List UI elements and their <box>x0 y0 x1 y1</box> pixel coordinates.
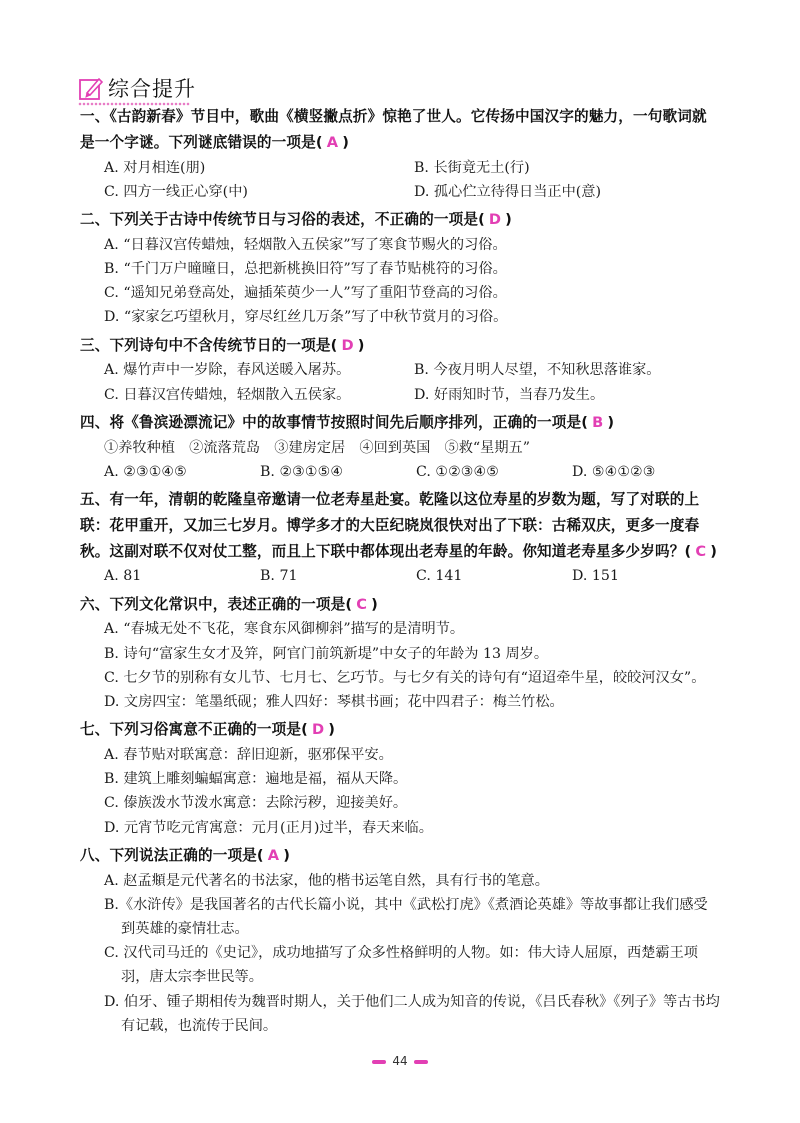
option-d: D. 文房四宝：笔墨纸砚；雅人四好：琴棋书画；花中四君子：梅兰竹松。 <box>104 694 564 711</box>
question-stem: 八、下列说法正确的一项是( A ) <box>80 846 291 864</box>
section-title: 综合提升 <box>108 77 196 101</box>
option-d: D. 151 <box>572 568 619 585</box>
option-d: D. 好雨知时节，当春乃发生。 <box>414 386 605 403</box>
option-a: A. “春城无处不飞花，寒食东风御柳斜”描写的是清明节。 <box>104 621 465 638</box>
option-c: C. “遥知兄弟登高处，遍插茱萸少一人”写了重阳节登高的习俗。 <box>104 285 507 302</box>
option-a: A. 对月相连(朋) <box>104 159 206 176</box>
option-d: D. “家家乞巧望秋月，穿尽红丝几万条”写了中秋节赏月的习俗。 <box>104 309 508 326</box>
option-d: D. 孤心伫立待得日当正中(意) <box>414 183 602 200</box>
option-a: A. 赵孟頫是元代著名的书法家，他的楷书运笔自然，具有行书的笔意。 <box>104 872 549 889</box>
options <box>80 743 720 840</box>
option-b: B. ②③①⑤④ <box>260 463 344 480</box>
answer-mark: C <box>356 595 368 613</box>
question-7 <box>80 717 720 840</box>
question-list <box>80 104 720 1041</box>
pencil-box-icon <box>78 76 104 102</box>
question-4 <box>80 410 720 484</box>
options <box>80 617 720 714</box>
option-c: C. 七夕节的别称有女儿节、七月七、乞巧节。与七夕有关的诗句有“迢迢牵牛星，皎皎河汉女”。 <box>104 669 706 686</box>
answer-mark: A <box>326 133 339 151</box>
section-header <box>78 72 196 102</box>
question-3 <box>80 333 720 407</box>
option-b: B. 71 <box>260 568 298 585</box>
options <box>80 156 720 204</box>
question-stem: 三、下列诗句中不含传统节日的一项是( D ) <box>80 336 365 354</box>
plot-items <box>80 436 720 460</box>
page-number: 44 <box>392 1054 408 1068</box>
option-c: C. ①②③④⑤ <box>416 463 499 480</box>
question-6 <box>80 592 720 715</box>
option-c: C. 141 <box>416 568 463 585</box>
option-c: C. 日暮汉宫传蜡烛，轻烟散入五侯家。 <box>104 386 351 403</box>
options <box>80 564 720 588</box>
option-a: A. 爆竹声中一岁除，春风送暖入屠苏。 <box>104 362 351 379</box>
question-stem: 四、将《鲁滨逊漂流记》中的故事情节按照时间先后顺序排列，正确的一项是( B ) <box>80 413 615 431</box>
option-a: A. “日暮汉宫传蜡烛，轻烟散入五侯家”写了寒食节赐火的习俗。 <box>104 236 507 253</box>
answer-mark: C <box>695 542 707 560</box>
option-a: A. 春节贴对联寓意：辞旧迎新，驱邪保平安。 <box>104 747 393 764</box>
option-c: C. 傣族泼水节泼水寓意：去除污秽，迎接美好。 <box>104 795 408 812</box>
option-b: B.《水浒传》是我国著名的古代长篇小说，其中《武松打虎》《煮酒论英雄》等故事都让我们感受到英雄的豪情壮志。 <box>104 896 708 938</box>
plot-item-list: ①养牧种植 ②流落荒岛 ③建房定居 ④回到英国 ⑤救“星期五” <box>104 439 530 456</box>
answer-mark: D <box>311 721 325 739</box>
question-stem: 一、《古韵新春》节目中，歌曲《横竖撇点折》惊艳了世人。它传扬中国汉字的魅力，一句歌词就是一个字谜。下列谜底错误的一项是( A ) <box>80 108 707 151</box>
page-footer <box>0 1054 800 1068</box>
question-stem: 六、下列文化常识中，表述正确的一项是( C ) <box>80 595 378 613</box>
footer-dash-right <box>414 1060 428 1064</box>
option-b: B. 长街竟无土(行) <box>414 159 530 176</box>
options <box>80 460 720 484</box>
question-8 <box>80 843 720 1038</box>
question-1 <box>80 104 720 204</box>
footer-dash-left <box>372 1060 386 1064</box>
question-stem: 五、有一年，清朝的乾隆皇帝邀请一位老寿星赴宴。乾隆以这位寿星的岁数为题，写了对联的上联：花甲重开，又加三七岁月。博学多才的大臣纪晓岚很快对出了下联：古稀双庆，更多一度春秋。这副对联不仅对仗工整，而且上下联中都体现出老寿星的年龄。你知道老寿星多少岁吗？( C ) <box>80 491 718 560</box>
option-d: D. 元宵节吃元宵寓意：元月(正月)过半，春天来临。 <box>104 819 433 836</box>
option-b: B. 诗句“富家生女才及笄，阿官门前筑新堤”中女子的年龄为 13 周岁。 <box>104 645 549 662</box>
option-b: B. “千门万户曈曈日，总把新桃换旧符”写了春节贴桃符的习俗。 <box>104 261 507 277</box>
option-a: A. 81 <box>104 568 142 585</box>
question-5 <box>80 487 720 589</box>
option-b: B. 建筑上雕刻蝙蝠寓意：遍地是福，福从天降。 <box>104 771 408 788</box>
answer-mark: B <box>592 413 604 431</box>
options <box>80 869 720 1038</box>
question-stem: 二、下列关于古诗中传统节日与习俗的表述，不正确的一项是( D ) <box>80 211 512 228</box>
options <box>80 233 720 330</box>
option-c: C. 四方一线正心穿(中) <box>104 183 248 200</box>
option-b: B. 今夜月明人尽望，不知秋思落谁家。 <box>414 362 661 379</box>
option-d: D. 伯牙、锺子期相传为魏晋时期人，关于他们二人成为知音的传说，《吕氏春秋》《列子》等古书均有记载，也流传于民间。 <box>104 993 720 1034</box>
option-c: C. 汉代司马迁的《史记》，成功地描写了众多性格鲜明的人物。如：伟大诗人屈原，西楚霸王项羽，唐太宗李世民等。 <box>104 945 698 986</box>
question-2 <box>80 207 720 330</box>
option-a: A. ②③①④⑤ <box>104 463 187 480</box>
option-d: D. ⑤④①②③ <box>572 463 656 480</box>
answer-mark: D <box>341 336 354 354</box>
answer-mark: A <box>267 846 280 864</box>
question-stem: 七、下列习俗寓意不正确的一项是( D ) <box>80 721 336 739</box>
answer-mark: D <box>488 211 502 228</box>
options <box>80 358 720 406</box>
